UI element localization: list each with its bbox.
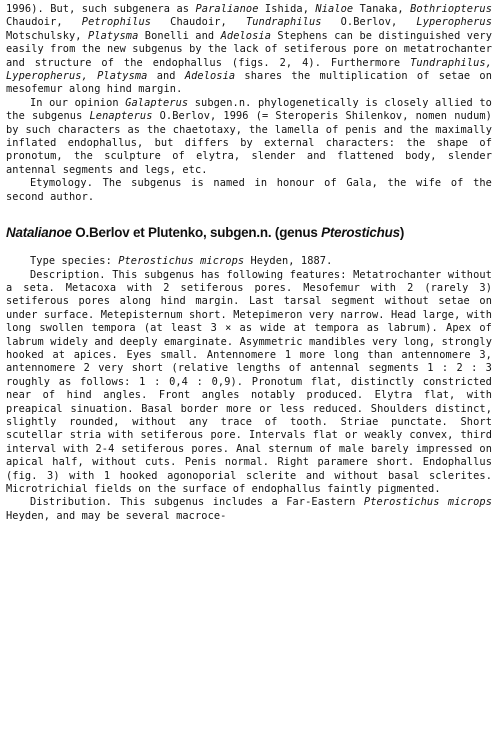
paragraph-continued: 1996). But, such subgenera as Paralianoe Ishida, Nialoe Tanaka, Bothriopterus Chaudoir, Petrophilus Chaudoir, Tundraphilus O.Berlov, Lyperopherus Motschulsky, Platysma Bonelli and Adelosia Stephens can be distinguished very easily from the new subgenus by the lack of setiferous pore on metatrochanter and structure of the endophallus (figs. 2, 4). Furthermore Tundraphilus, Lyperopherus, Platysma and Adelosia shares the multiplication of setae on mesofemur along hind margin. xyxy=(6,3,493,96)
italic-text: Tundraphilus xyxy=(245,16,322,29)
italic-text: Lenapterus xyxy=(89,110,153,123)
italic-text: Adelosia xyxy=(220,29,272,42)
italic-text: Lyperopherus xyxy=(416,16,493,29)
italic-text: Paralianoe xyxy=(195,3,259,15)
italic-text: Pterostichus microps xyxy=(118,255,245,268)
italic-text: Pterostichus xyxy=(321,225,400,241)
paragraph-etymology: Etymology. The subgenus is named in honour of Gala, the wife of the second author. xyxy=(6,177,492,203)
italic-text: Nialoe xyxy=(315,3,354,15)
italic-text: Galapterus xyxy=(125,96,189,109)
italic-text: Platysma xyxy=(88,29,139,42)
paragraph-type-species: Type species: Pterostichus microps Heyden, 1887. xyxy=(30,255,333,268)
italic-text: Bothriopterus xyxy=(410,3,492,15)
italic-text: Adelosia xyxy=(184,70,236,83)
paragraph-opinion: In our opinion Galapterus subgen.n. phylogenetically is closely allied to the subgenus Lenapterus O.Berlov, 1996 (= Steroperis Shilenkov, nomen nudum) by such characters as the chaetotaxy, the lamella of penis and the maximally inflated endophallus, but differs by external characters: the shape of pronotum, the sculpture of elytra, slender and flattened body, slender antennal segments and legs, etc. xyxy=(6,96,492,176)
italic-text: Natalianoe xyxy=(6,225,72,241)
italic-text: Tundraphilus, Lyperopherus, Platysma xyxy=(6,56,492,83)
section-heading: Natalianoe O.Berlov et Plutenko, subgen.n. (genus Pterostichus) xyxy=(6,225,405,241)
paragraph-description: Description. This subgenus has following features: Metatrochanter without a seta. Metacoxa with 2 setiferous pores. Mesofemur with 2 (rarely 3) setiferous pores along hind margin. Last tarsal segment without setae on under surface. Metepisternum short. Metepimeron very narrow. Head large, with long swollen tempora (at least 3 × as wide at tempora as labrum). Apex of labrum widely and deeply emarginate. Asymmetric mandibles very long, strongly hooked at apices. Eyes small. Antennomere 1 more long than antennomere 3, antennomere 2 very short (relative lengths of antennal segments 1 : 2 : 3 roughly as follows: 1 : 0,4 : 0,9). Pronotum flat, distinctly constricted near of hind angles. Front angles notably produced. Elytra flat, with preapical sinuation. Basal border more or less reduced. Shoulders distinct, slightly rounded, without any trace of tooth. Striae punctate. Short scutellar stria with setiferous pore. Intervals flat or weakly convex, third interval with 2-4 setiferous pores. Anal sternum of male barely impressed on apical half, without cuts. Penis normal. Right paramere short. Endophallus (fig. 3) with 1 hooked agonoporial sclerite and without basal sclerites. Microtrichial fields on the surface of endophallus faintly pigmented. xyxy=(6,268,492,495)
paragraph-distribution: Distribution. This subgenus includes a Far-Eastern Pterostichus microps Heyden, and may be several macroce- xyxy=(6,496,492,522)
italic-text: Petrophilus xyxy=(81,16,152,29)
italic-text: Pterostichus microps xyxy=(363,496,492,509)
section-gap xyxy=(6,204,492,224)
